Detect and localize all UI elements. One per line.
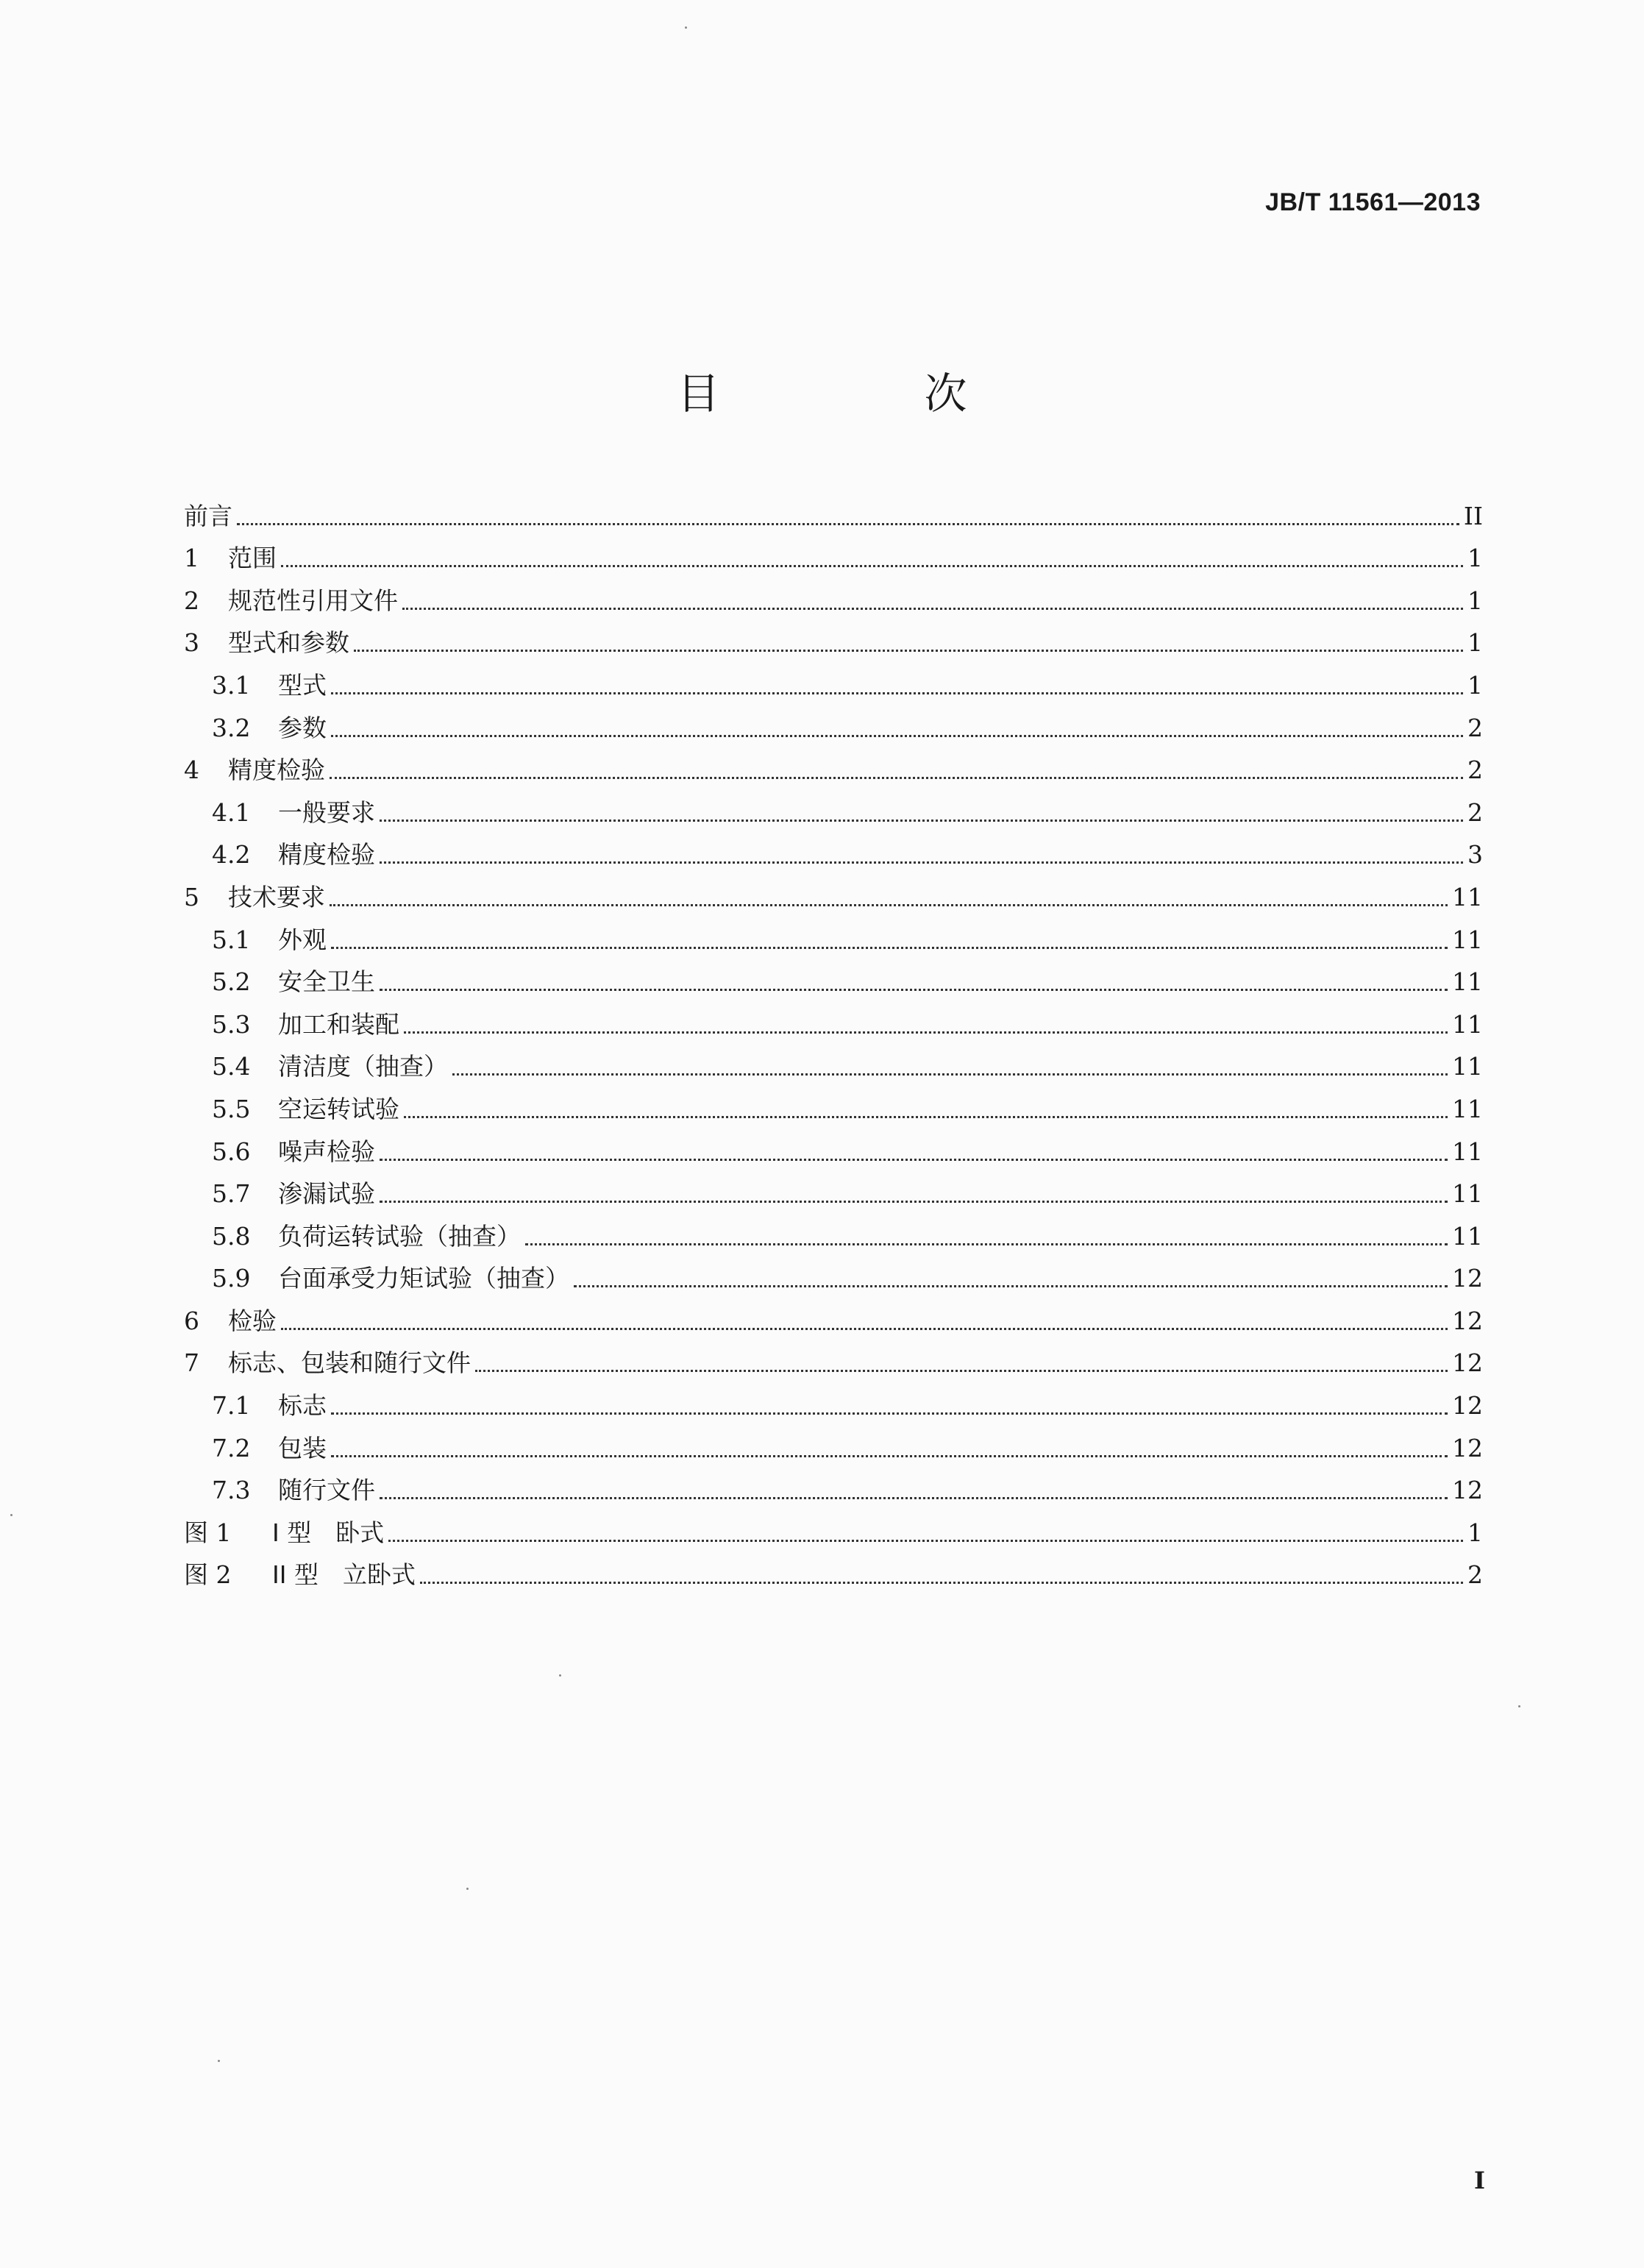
toc-entry[interactable]	[184, 914, 1483, 956]
toc-entry-page: 12	[1452, 1476, 1483, 1505]
toc-entry-number: 3.1	[212, 670, 251, 700]
toc-entry-label: 参数	[278, 713, 327, 742]
toc-entry-label: 标志、包装和随行文件	[228, 1348, 471, 1378]
toc-entry-label: 检验	[228, 1306, 277, 1335]
toc-entry-page: 12	[1452, 1391, 1483, 1421]
toc-dot-leader	[330, 904, 1448, 906]
scan-speck	[466, 1888, 469, 1890]
toc-entry[interactable]	[184, 1168, 1483, 1211]
toc-entry-label: 外观	[278, 925, 327, 954]
toc-entry-label: 随行文件	[278, 1476, 375, 1505]
toc-entry-number: 1	[184, 544, 199, 573]
toc-dot-leader	[475, 1370, 1448, 1372]
toc-entry-label: 技术要求	[228, 882, 325, 911]
toc-entry-page: 12	[1452, 1348, 1483, 1378]
toc-entry[interactable]	[184, 575, 1483, 617]
toc-entry-page: 11	[1452, 882, 1483, 911]
toc-entry-page: 11	[1452, 925, 1483, 954]
toc-dot-leader	[237, 523, 1459, 525]
toc-entry-page: 12	[1452, 1433, 1483, 1462]
toc-entry[interactable]	[184, 533, 1483, 575]
toc-entry-page: 12	[1452, 1264, 1483, 1293]
toc-entry-label: 加工和装配	[278, 1009, 399, 1039]
toc-entry-number: 5.2	[212, 967, 251, 997]
toc-dot-leader	[281, 565, 1463, 567]
toc-entry-number: 4	[184, 756, 199, 785]
toc-dot-leader	[331, 947, 1448, 949]
toc-entry-number: 5.8	[212, 1221, 251, 1251]
toc-dot-leader	[404, 1031, 1448, 1034]
toc-entry-label: 渗漏试验	[278, 1179, 375, 1209]
toc-entry-number: 3.2	[212, 713, 251, 742]
toc-dot-leader	[574, 1285, 1448, 1287]
toc-entry-label: 前言	[184, 501, 232, 530]
toc-entry[interactable]	[184, 1465, 1483, 1507]
toc-entry-page: 11	[1452, 1009, 1483, 1039]
toc-entry-number: 图 1	[184, 1518, 232, 1547]
toc-dot-leader	[380, 861, 1463, 864]
toc-dot-leader	[331, 1455, 1448, 1457]
toc-entry-label: 负荷运转试验（抽查）	[278, 1221, 521, 1251]
toc-entry[interactable]	[184, 1379, 1483, 1422]
toc-dot-leader	[404, 1116, 1448, 1118]
toc-dot-leader	[354, 650, 1463, 652]
toc-entry-number: 5.4	[212, 1052, 251, 1081]
toc-entry[interactable]	[184, 744, 1483, 787]
toc-dot-leader	[402, 608, 1463, 610]
toc-entry[interactable]	[184, 617, 1483, 660]
toc-entry-label: 台面承受力矩试验（抽查）	[278, 1264, 569, 1293]
toc-entry-number: 5.7	[212, 1179, 251, 1209]
toc-entry-page: 3	[1467, 840, 1483, 870]
toc-entry-number: 7.1	[212, 1391, 251, 1421]
toc-dot-leader	[380, 989, 1448, 991]
toc-entry[interactable]	[184, 1337, 1483, 1380]
toc-entry-label: 噪声检验	[278, 1137, 375, 1166]
toc-entry-page: 1	[1467, 1518, 1483, 1547]
toc-entry[interactable]	[184, 998, 1483, 1041]
toc-entry-page: 2	[1467, 713, 1483, 742]
toc-entry-label: 清洁度（抽查）	[278, 1052, 448, 1081]
toc-entry[interactable]	[184, 1295, 1483, 1337]
toc-dot-leader	[420, 1582, 1463, 1584]
toc-entry-number: 7	[184, 1348, 199, 1378]
toc-title: 目 次	[677, 369, 1048, 419]
toc-entry-page: 11	[1452, 1094, 1483, 1123]
toc-entry-number: 7.2	[212, 1433, 251, 1462]
toc-dot-leader	[380, 1159, 1448, 1161]
toc-entry-number: 3	[184, 628, 199, 658]
toc-dot-leader	[330, 777, 1463, 779]
toc-entry-label: 一般要求	[278, 797, 375, 827]
toc-entry-page: 11	[1452, 1221, 1483, 1251]
scan-speck	[559, 1674, 561, 1677]
toc-entry-page: 1	[1467, 628, 1483, 658]
toc-entry-page: 1	[1467, 544, 1483, 573]
toc-entry-label: 精度检验	[278, 840, 375, 870]
toc-entry-number: 4.2	[212, 840, 251, 870]
toc-entry[interactable]	[184, 1549, 1483, 1592]
toc-entry-number: 5.9	[212, 1264, 251, 1293]
toc-dot-leader	[331, 692, 1463, 694]
toc-entry[interactable]	[184, 1126, 1483, 1168]
toc-entry-number: 7.3	[212, 1476, 251, 1505]
toc-entry-label: 范围	[228, 544, 277, 573]
toc-dot-leader	[380, 1497, 1448, 1499]
toc-entry[interactable]	[184, 659, 1483, 702]
toc-entry-number: 2	[184, 586, 199, 615]
toc-entry-label: 规范性引用文件	[228, 586, 398, 615]
toc-entry-page: 12	[1452, 1306, 1483, 1335]
table-of-contents	[184, 490, 1483, 1591]
toc-entry-page: 11	[1452, 967, 1483, 997]
toc-entry-number: 6	[184, 1306, 199, 1335]
toc-entry[interactable]	[184, 490, 1483, 533]
toc-entry-number: 5.1	[212, 925, 251, 954]
toc-entry-page: 11	[1452, 1137, 1483, 1166]
toc-entry[interactable]	[184, 829, 1483, 872]
toc-entry[interactable]	[184, 1041, 1483, 1084]
toc-entry-number: 5.5	[212, 1094, 251, 1123]
toc-entry-label: II 型 立卧式	[272, 1560, 416, 1590]
toc-entry-label: 精度检验	[228, 756, 325, 785]
toc-dot-leader	[331, 1412, 1448, 1415]
toc-entry-number: 5.6	[212, 1137, 251, 1166]
toc-entry[interactable]	[184, 1422, 1483, 1465]
toc-entry[interactable]	[184, 786, 1483, 829]
scan-speck	[685, 26, 687, 29]
toc-entry-label: 型式和参数	[228, 628, 349, 658]
toc-entry[interactable]	[184, 1083, 1483, 1126]
toc-dot-leader	[331, 735, 1463, 737]
toc-entry-page: 2	[1467, 756, 1483, 785]
toc-entry-page: 2	[1467, 1560, 1483, 1590]
toc-entry-number: 5	[184, 882, 199, 911]
toc-entry[interactable]	[184, 702, 1483, 744]
toc-entry[interactable]	[184, 1507, 1483, 1549]
toc-entry-label: 标志	[278, 1391, 327, 1421]
page-number: I	[1474, 2166, 1485, 2194]
toc-entry-number: 4.1	[212, 797, 251, 827]
toc-dot-leader	[380, 820, 1463, 822]
scan-speck	[10, 1514, 13, 1516]
toc-dot-leader	[452, 1073, 1448, 1076]
toc-entry-number: 5.3	[212, 1009, 251, 1039]
toc-entry-label: 空运转试验	[278, 1094, 399, 1123]
toc-entry[interactable]	[184, 1253, 1483, 1295]
toc-entry-number: 图 2	[184, 1560, 232, 1590]
toc-entry-page: 1	[1467, 670, 1483, 700]
toc-entry-label: 包装	[278, 1433, 327, 1462]
toc-entry-label: 型式	[278, 670, 327, 700]
toc-dot-leader	[388, 1540, 1463, 1542]
toc-entry-page: 11	[1452, 1052, 1483, 1081]
toc-entry[interactable]	[184, 956, 1483, 999]
toc-entry[interactable]	[184, 1210, 1483, 1253]
toc-entry-page: 1	[1467, 586, 1483, 615]
scan-speck	[218, 2060, 220, 2062]
toc-entry-page: II	[1463, 501, 1483, 530]
toc-entry-label: I 型 卧式	[272, 1518, 385, 1547]
scan-speck	[1518, 1705, 1520, 1707]
toc-entry-page: 2	[1467, 797, 1483, 827]
toc-entry-page: 11	[1452, 1179, 1483, 1209]
toc-dot-leader	[281, 1328, 1448, 1330]
standard-code: JB/T 11561—2013	[1265, 188, 1481, 216]
toc-entry-label: 安全卫生	[278, 967, 375, 997]
toc-dot-leader	[525, 1243, 1448, 1245]
toc-entry[interactable]	[184, 871, 1483, 914]
toc-dot-leader	[380, 1201, 1448, 1203]
